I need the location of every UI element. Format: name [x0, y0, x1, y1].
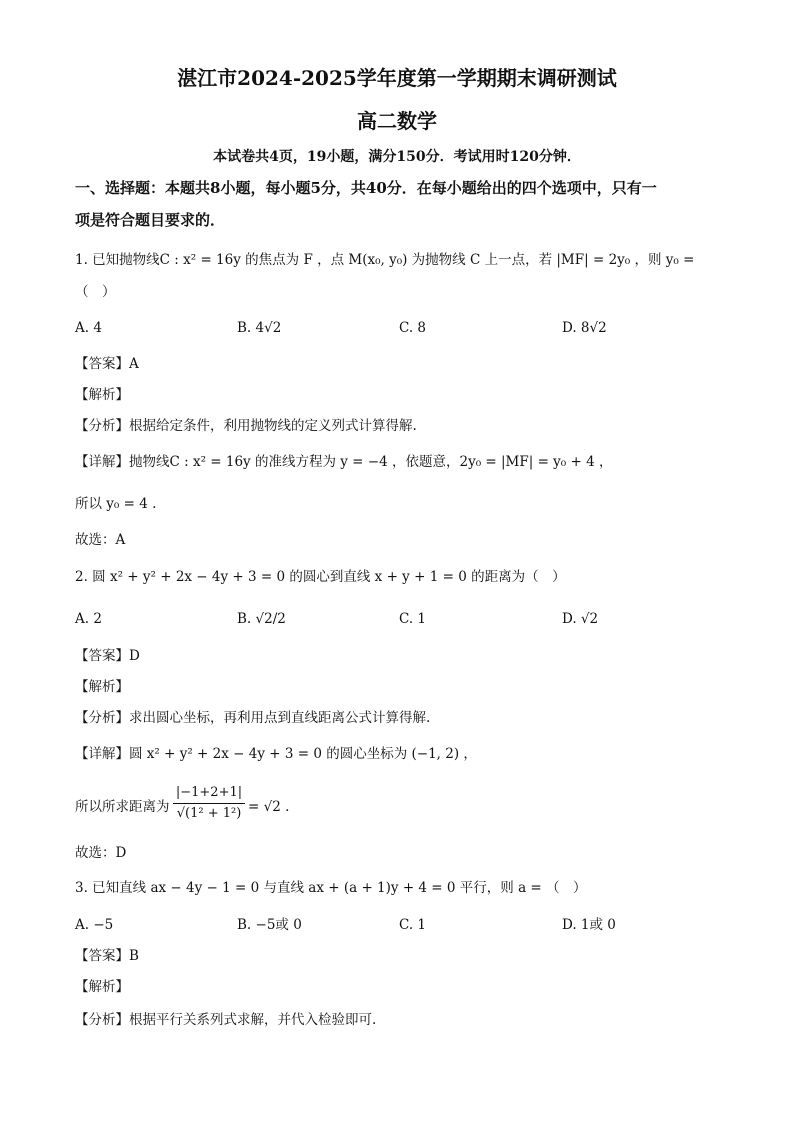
q2-detail: 【详解】圆 x² + y² + 2x − 4y + 3 = 0 的圆心坐标为 (−1, 2) ， — [75, 746, 477, 762]
q2-stem: 2. 圆 x² + y² + 2x − 4y + 3 = 0 的圆心到直线 x + y + 1 = 0 的距离为（ ） — [75, 569, 566, 585]
q2-option-a: A. 2 — [75, 611, 102, 627]
q1-option-b: B. 4√2 — [237, 320, 282, 336]
section-heading-line1: 一、选择题：本题共8小题，每小题5分，共40分．在每小题给出的四个选项中，只有一 — [75, 179, 657, 197]
q2-answer: 【答案】D — [75, 648, 140, 664]
q1-option-a: A. 4 — [75, 320, 102, 336]
exam-intro: 本试卷共4页，19小题，满分150分．考试用时120分钟． — [213, 149, 581, 165]
q1-choose: 故选：A — [75, 532, 126, 548]
q3-option-c: C. 1 — [399, 917, 427, 933]
q3-stem: 3. 已知直线 ax − 4y − 1 = 0 与直线 ax + (a + 1)y + 4 = 0 平行，则 a = （ ） — [75, 880, 587, 896]
q1-analysis-label: 【解析】 — [75, 387, 129, 403]
q2-conclusion-suffix: = √2 . — [248, 799, 290, 815]
q2-option-c: C. 1 — [399, 611, 427, 627]
q2-analysis-label: 【解析】 — [75, 679, 129, 695]
q1-detail: 【详解】抛物线C : x² = 16y 的准线方程为 y = −4 ，依题意，2y₀ = |MF| = y₀ + 4 ， — [75, 454, 613, 470]
q1-option-d: D. 8√2 — [562, 320, 607, 336]
q2-fraction — [173, 784, 245, 823]
q1-fenxi: 【分析】根据给定条件，利用抛物线的定义列式计算得解. — [75, 418, 417, 434]
q1-option-c: C. 8 — [399, 320, 427, 336]
q1-stem: 1. 已知抛物线C : x² = 16y 的焦点为 F ，点 M(x₀, y₀) 为抛物线 C 上一点，若 |MF| = 2y₀ ，则 y₀ = — [75, 252, 695, 268]
q3-option-d: D. 1或 0 — [562, 917, 616, 933]
q3-analysis-label: 【解析】 — [75, 979, 129, 995]
q2-option-d: D. √2 — [562, 611, 599, 627]
q2-choose: 故选：D — [75, 845, 127, 861]
q2-fenxi: 【分析】求出圆心坐标，再利用点到直线距离公式计算得解. — [75, 710, 431, 726]
q3-fenxi: 【分析】根据平行关系列式求解，并代入检验即可. — [75, 1012, 377, 1028]
subject-title: 高二数学 — [357, 109, 437, 133]
q3-option-a: A. −5 — [75, 917, 114, 933]
q1-answer: 【答案】A — [75, 356, 139, 372]
exam-title: 湛江市2024-2025学年度第一学期期末调研测试 — [177, 66, 617, 90]
q1-bracket: （ ） — [75, 284, 116, 300]
q2-fraction-denominator: √(1² + 1²) — [176, 806, 242, 821]
q2-fraction-numerator: |−1+2+1| — [175, 785, 243, 800]
section-heading-line2: 项是符合题目要求的． — [75, 211, 226, 229]
q3-option-b: B. −5或 0 — [237, 917, 302, 933]
q3-answer: 【答案】B — [75, 948, 139, 964]
q1-conclusion: 所以 y₀ = 4 . — [75, 496, 157, 512]
q2-option-b: B. √2/2 — [237, 611, 286, 627]
q2-conclusion-prefix: 所以所求距离为 — [75, 799, 170, 815]
fraction-bar — [173, 803, 245, 804]
